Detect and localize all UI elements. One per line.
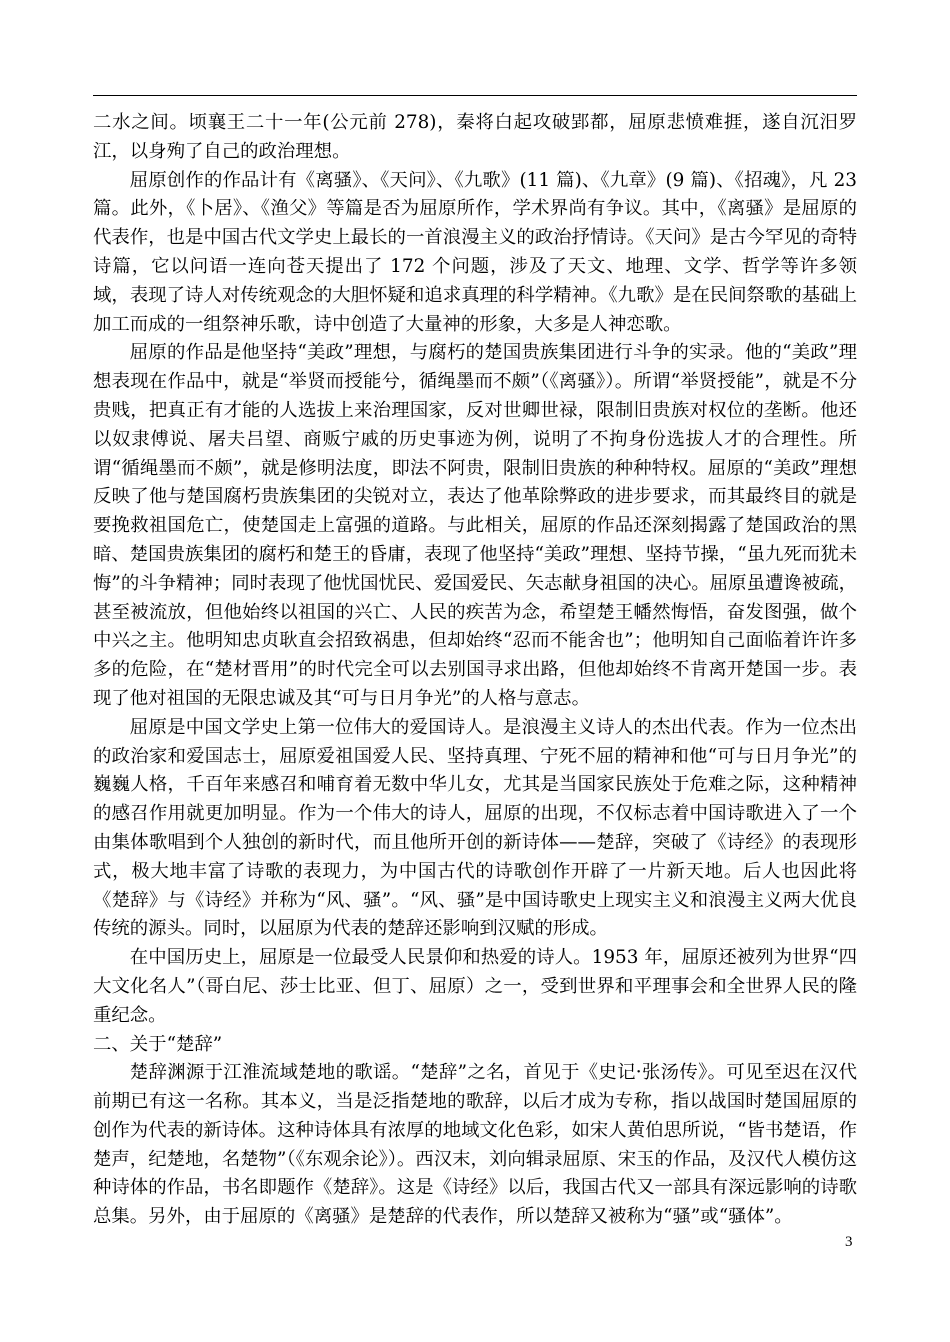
section-heading: 二、关于“楚辞” <box>93 1033 223 1055</box>
paragraph-6: 楚辞渊源于江淮流域楚地的歌谣。“楚辞”之名，首见于《史记·张汤传》。可见至迟在汉代前期已有这一名称。其本义，当是泛指楚地的歌辞，以后才成为专称，指以战国时楚国屈原的创作为代表的新诗体。这种诗体具有浓厚的地域文化色彩，如宋人黄伯思所说，“皆书楚语，作楚声，纪楚地，名楚物”（《东观余论》）。西汉末，刘向辑录屈原、宋玉的作品，及汉代人模仿这种诗体的作品，书名即题作《楚辞》。这是《诗经》以后，我国古代又一部具有深远影响的诗歌总集。另外，由于屈原的《离骚》是楚辞的代表作，所以楚辞又被称为“骚”或“骚体”。 <box>93 1062 857 1228</box>
paragraph-4: 屈原是中国文学史上第一位伟大的爱国诗人。是浪漫主义诗人的杰出代表。作为一位杰出的政治家和爱国志士，屈原爱祖国爱人民、坚持真理、宁死不屈的精神和他“可与日月争光”的巍巍人格，千百年来感召和哺育着无数中华儿女，尤其是当国家民族处于危难之际，这种精神的感召作用就更加明显。作为一个伟大的诗人，屈原的出现，不仅标志着中国诗歌进入了一个由集体歌唱到个人独创的新时代，而且他所开创的新诗体——楚辞，突破了《诗经》的表现形式，极大地丰富了诗歌的表现力，为中国古代的诗歌创作开辟了一片新天地。后人也因此将《楚辞》与《诗经》并称为“风、骚”。“风、骚”是中国诗歌史上现实主义和浪漫主义两大优良传统的源头。同时，以屈原为代表的楚辞还影响到汉赋的形成。 <box>93 716 857 940</box>
header-rule <box>93 95 857 96</box>
paragraph-2: 屈原创作的作品计有《离骚》、《天问》、《九歌》(11 篇)、《九章》(9 篇)、《招魂》，凡 23 篇。此外，《卜居》、《渔父》等篇是否为屈原所作，学术界尚有争议。其中，《离骚》是屈原的代表作，也是中国古代文学史上最长的一首浪漫主义的政治抒情诗。《天问》是古今罕见的奇特诗篇，它以问语一连向苍天提出了 172 个问题，涉及了天文、地理、文学、哲学等许多领域，表现了诗人对传统观念的大胆怀疑和追求真理的科学精神。《九歌》是在民间祭歌的基础上加工而成的一组祭神乐歌，诗中创造了大量神的形象，大多是人神恋歌。 <box>93 169 857 335</box>
paragraph-1: 二水之间。顷襄王二十一年(公元前 278)，秦将白起攻破郢都，屈原悲愤难捱，遂自沉汨罗江，以身殉了自己的政治理想。 <box>93 112 857 162</box>
page-number: 3 <box>845 1234 853 1250</box>
document-body <box>93 109 857 1232</box>
paragraph-3: 屈原的作品是他坚持“美政”理想，与腐朽的楚国贵族集团进行斗争的实录。他的“美政”理想表现在作品中，就是“举贤而授能兮，循绳墨而不颇”（《离骚》）。所谓“举贤授能”，就是不分贵贱，把真正有才能的人选拔上来治理国家，反对世卿世禄，限制旧贵族对权位的垄断。他还以奴隶傅说、屠夫吕望、商贩宁戚的历史事迹为例，说明了不拘身份选拔人才的合理性。所谓“循绳墨而不颇”，就是修明法度，即法不阿贵，限制旧贵族的种种特权。屈原的“美政”理想反映了他与楚国腐朽贵族集团的尖锐对立，表达了他革除弊政的进步要求，而其最终目的就是要挽救祖国危亡，使楚国走上富强的道路。与此相关，屈原的作品还深刻揭露了楚国政治的黑暗、楚国贵族集团的腐朽和楚王的昏庸，表现了他坚持“美政”理想、坚持节操，“虽九死而犹未悔”的斗争精神；同时表现了他忧国忧民、爱国爱民、矢志献身祖国的决心。屈原虽遭谗被疏，甚至被流放，但他始终以祖国的兴亡、人民的疾苦为念，希望楚王幡然悔悟，奋发图强，做个中兴之主。他明知忠贞耿直会招致祸患，但却始终“忍而不能舍也”；他明知自己面临着许许多多的危险，在“楚材晋用”的时代完全可以去别国寻求出路，但他却始终不肯离开楚国一步。表现了他对祖国的无限忠诚及其“可与日月争光”的人格与意志。 <box>93 342 857 709</box>
paragraph-5: 在中国历史上，屈原是一位最受人民景仰和热爱的诗人。1953 年，屈原还被列为世界“四大文化名人”（哥白尼、莎士比亚、但丁、屈原）之一，受到世界和平理事会和全世界人民的隆重纪念。 <box>93 947 857 1026</box>
